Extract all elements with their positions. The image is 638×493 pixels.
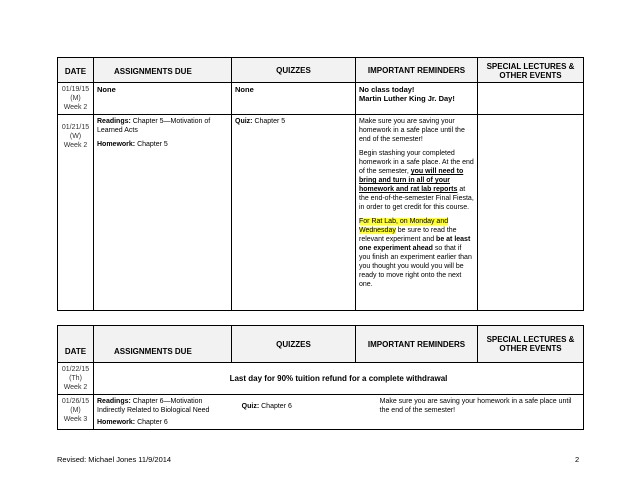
table-header-row: [58, 58, 584, 83]
row-date: 01/19/15 (M) Week 2: [58, 83, 94, 115]
reminder-emphasis: you will need to bring and turn in all of your homework and rat lab reports: [359, 168, 464, 193]
header-date: DATE: [58, 58, 94, 83]
row-date: 01/21/15 (W) Week 2: [58, 115, 94, 311]
header-date: DATE: [58, 326, 94, 363]
table-row: [58, 83, 584, 115]
row-content: [94, 395, 584, 430]
header-assignments: ASSIGNMENTS DUE: [94, 326, 232, 363]
row-assignments: [94, 395, 232, 429]
reminder-line: Martin Luther King Jr. Day!: [359, 94, 455, 103]
quiz-text: Chapter 6: [259, 403, 292, 410]
readings-label: Readings:: [97, 398, 131, 405]
quiz-label: Quiz:: [235, 118, 253, 125]
reminder-paragraph: [359, 217, 474, 289]
row-date: 01/26/15 (M) Week 3: [58, 395, 94, 430]
row-quizzes: None: [232, 83, 356, 115]
reminder-paragraph: [359, 149, 474, 212]
table-header-row: [58, 326, 584, 363]
reminder-text: be sure to read the relevant experiment and: [359, 227, 457, 243]
homework-text: Chapter 6: [135, 419, 168, 426]
row-reminders: Make sure you are saving your homework in a safe place until the end of the semester!: [379, 398, 572, 414]
reminder-paragraph: Make sure you are saving your homework in a safe place until the end of the semester!: [359, 118, 465, 143]
row-quizzes: [232, 395, 350, 429]
reminder-emphasis: be at least one experiment ahead: [359, 236, 471, 252]
row-assignments: None: [94, 83, 232, 115]
reminder-text: Begin stashing your completed homework in a safe place. At the end of the semester,: [359, 150, 474, 175]
header-reminders: IMPORTANT REMINDERS: [356, 58, 478, 83]
quiz-text: Chapter 5: [252, 118, 286, 125]
row-special: [478, 83, 584, 115]
readings-text: Chapter 6—Motivation Indirectly Related to Biological Need: [97, 398, 210, 414]
schedule-table-1: [57, 57, 584, 311]
row-quizzes: [232, 115, 356, 311]
header-assignments: ASSIGNMENTS DUE: [94, 58, 232, 83]
row-reminders: [356, 83, 478, 115]
row-assignments: [94, 115, 232, 311]
reminder-text: so that if you finish an experiment earlier than you thought you would you will be ready to move right onto the next one.: [359, 245, 472, 288]
footer-revised: Revised: Michael Jones 11/9/2014: [57, 455, 172, 464]
table-row: [58, 115, 584, 311]
row-special: [478, 115, 584, 311]
readings-label: Readings:: [97, 118, 131, 125]
row-notice: Last day for 90% tuition refund for a complete withdrawal: [94, 363, 584, 395]
homework-text: Chapter 5: [135, 141, 168, 148]
reminder-text: at the end-of-the-semester Final Fiesta, in order to get credit for this course.: [359, 186, 474, 211]
homework-label: Homework:: [97, 419, 136, 426]
schedule-table-2: [57, 325, 584, 430]
readings-text: Chapter 5—Motivation of Learned Acts: [97, 118, 211, 134]
header-quizzes: QUIZZES: [232, 326, 356, 363]
row-reminders: [356, 115, 478, 311]
row-date: 01/22/15 (Th) Week 2: [58, 363, 94, 395]
header-special: SPECIAL LECTURES & OTHER EVENTS: [478, 58, 584, 83]
page-number: 2: [575, 455, 580, 464]
highlighted-text: For Rat Lab, on Monday and Wednesday: [359, 218, 449, 234]
reminder-line: No class today!: [359, 85, 415, 94]
header-special: SPECIAL LECTURES & OTHER EVENTS: [478, 326, 584, 363]
quiz-label: Quiz:: [241, 403, 260, 410]
table-row: [58, 395, 584, 430]
header-quizzes: QUIZZES: [232, 58, 356, 83]
table-row: [58, 363, 584, 395]
homework-label: Homework:: [97, 141, 136, 148]
header-reminders: IMPORTANT REMINDERS: [356, 326, 478, 363]
